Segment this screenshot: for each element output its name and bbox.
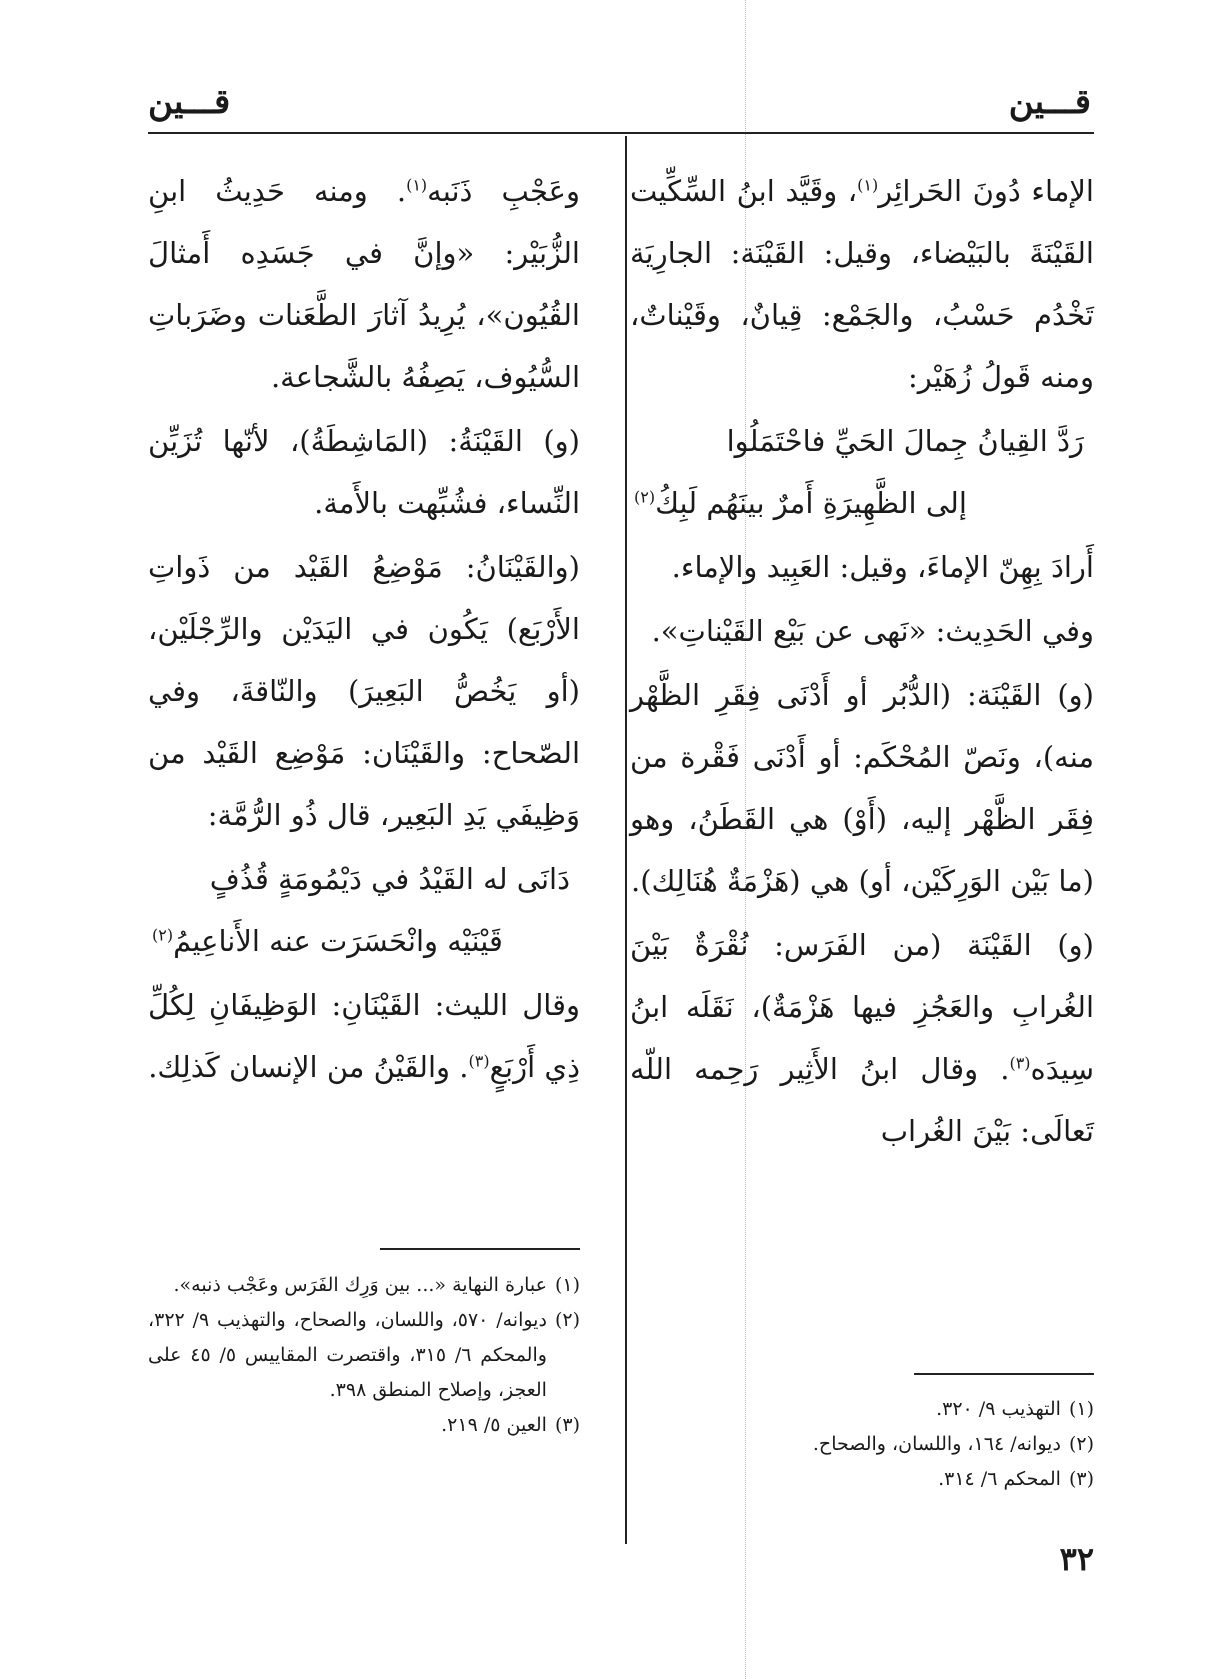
- paragraph: (و) القَيْنَة: (الدُّبُر أو أَدْنَى فِقَرِ الظَّهْر منه)، ونَصّ المُحْكَم: أو أَدْنَى فَقْرة من فِقَر الظَّهْر إليه، (أَوْ) هي القَطَنُ، وهو (ما بَيْن الوَرِكَيْن، أو) هي (هَزْمَةٌ هُنَالِك).: [630, 678, 1094, 898]
- verse-first-hemistich: رَدَّ القِيانُ جِمالَ الحَيِّ فاحْتَمَلُوا: [726, 424, 1084, 458]
- poetry-verse: [148, 848, 580, 972]
- paragraph: (والقَيْنَانُ: مَوْضِعُ القَيْد من ذَواتِ الأَرْبَع) يَكُون في اليَدَيْن والرِّجْلَيْن، (أو يَخُصُّ البَعِيرَ) والنّاقةَ، وفي الصّحاح: والقَيْنَان: مَوْضِع القَيْد من وَظِيفَي يَدِ البَعِير، قال ذُو الرُّمَّة:: [148, 550, 580, 832]
- paragraph: أَرادَ بِهِنّ الإماءَ، وقيل: العَبِيد والإماء.: [671, 550, 1094, 584]
- footnote: (٢) ديوانه/ ١٦٤، واللسان، والصحاح.: [812, 1433, 1094, 1455]
- left-column: [148, 160, 580, 1100]
- right-column: [630, 160, 1094, 1164]
- footnote: (١) عبارة النهاية «... بين وَرِك الفَرَس وعَجْب ذنبه».: [173, 1274, 580, 1296]
- paragraph: وقال الليث: القَيْنَانِ: الوَظِيفَانِ لِكُلِّ ذِي أَرْبَعٍ$^{(٣)}$. والقَيْنُ من الإنسان كَذلِك.: [148, 988, 580, 1084]
- footnote: (٣) العين ٥/ ٢١٩.: [441, 1414, 580, 1436]
- verse-first-hemistich: دَانَى له القَيْدُ في دَيْمُومَةٍ قُذُفٍ: [209, 862, 570, 896]
- left-footnotes: [148, 1268, 580, 1443]
- paragraph: (و) القَيْنَةُ: (المَاشِطَةُ)، لأنّها تُزَيِّن النِّساء، فشُبِّهت بالأَمة.: [148, 424, 580, 520]
- page-number: ٣٢: [1059, 1540, 1094, 1578]
- verse-second-hemistich: قَيْنَيْه وانْحَسَرَت عنه الأَناعِيمُ$^{(٢)}$: [152, 924, 503, 958]
- footnote-rule: [380, 1248, 580, 1250]
- header-rule: [148, 132, 1094, 134]
- footnote-ref[interactable]: (١): [857, 175, 879, 195]
- paragraph: وفي الحَدِيث: «نَهى عن بَيْع القَيْناتِ».: [651, 614, 1094, 648]
- footnote: (٣) المحكم ٦/ ٣١٤.: [938, 1468, 1094, 1490]
- verse-second-hemistich: إلى الظَّهِيرَةِ أَمرٌ بينَهُم لَبِكُ$^{(٢)}$: [634, 486, 967, 520]
- footnote-ref[interactable]: (٣): [1009, 1053, 1031, 1073]
- footnote: (١) التهذيب ٩/ ٣٢٠.: [936, 1398, 1094, 1420]
- paragraph: (و) القَيْنَة (من الفَرَس: نُقْرَةٌ بَيْنَ الغُرابِ والعَجُزِ فيها هَزْمَةٌ)، نَقَلَه ابنُ سِيدَه$^{(٣)}$. وقال ابنُ الأَثِير رَحِمه اللّه تَعالَى: بَيْنَ الغُراب: [630, 928, 1094, 1148]
- footnote-ref[interactable]: (١): [406, 175, 428, 195]
- footnote: (٢) ديوانه/ ٥٧٠، واللسان، والصحاح، والتهذيب ٩/ ٣٢٢، والمحكم ٦/ ٣١٥، واقتصرت المقاييس ٥/ ٤٥ على العجز، وإصلاح المنطق ٣٩٨.: [148, 1309, 580, 1401]
- running-header-left: قـــين: [148, 82, 231, 122]
- footnote-ref[interactable]: (٣): [468, 1051, 490, 1071]
- column-divider: [625, 136, 627, 1544]
- paragraph: وعَجْبِ ذَنَبه$^{(١)}$. ومنه حَدِيثُ ابنِ الزُّبَيْر: «وإنَّ في جَسَدِه أَمثالَ القُيُون»، يُرِيدُ آثارَ الطَّعَنات وضَرَباتِ السُّيُوف، يَصِفُهُ بالشَّجاعة.: [148, 174, 580, 394]
- running-header-right: قـــين: [1008, 82, 1091, 122]
- footnote-ref[interactable]: (٢): [634, 487, 656, 507]
- footnote-rule: [914, 1373, 1094, 1375]
- right-footnotes: [630, 1392, 1094, 1497]
- footnote-ref[interactable]: (٢): [152, 925, 174, 945]
- paragraph: الإماء دُونَ الحَرائِر$^{(١)}$، وقَيَّد ابنُ السِّكِّيت القَيْنَةَ بالبَيْضاء، وقيل: القَيْنَة: الجارِيَة تَخْدُم حَسْبُ، والجَمْع: قِيانٌ، وقَيْناتٌ، ومنه قَولُ زُهَيْر:: [630, 174, 1094, 394]
- poetry-verse: [630, 410, 1094, 534]
